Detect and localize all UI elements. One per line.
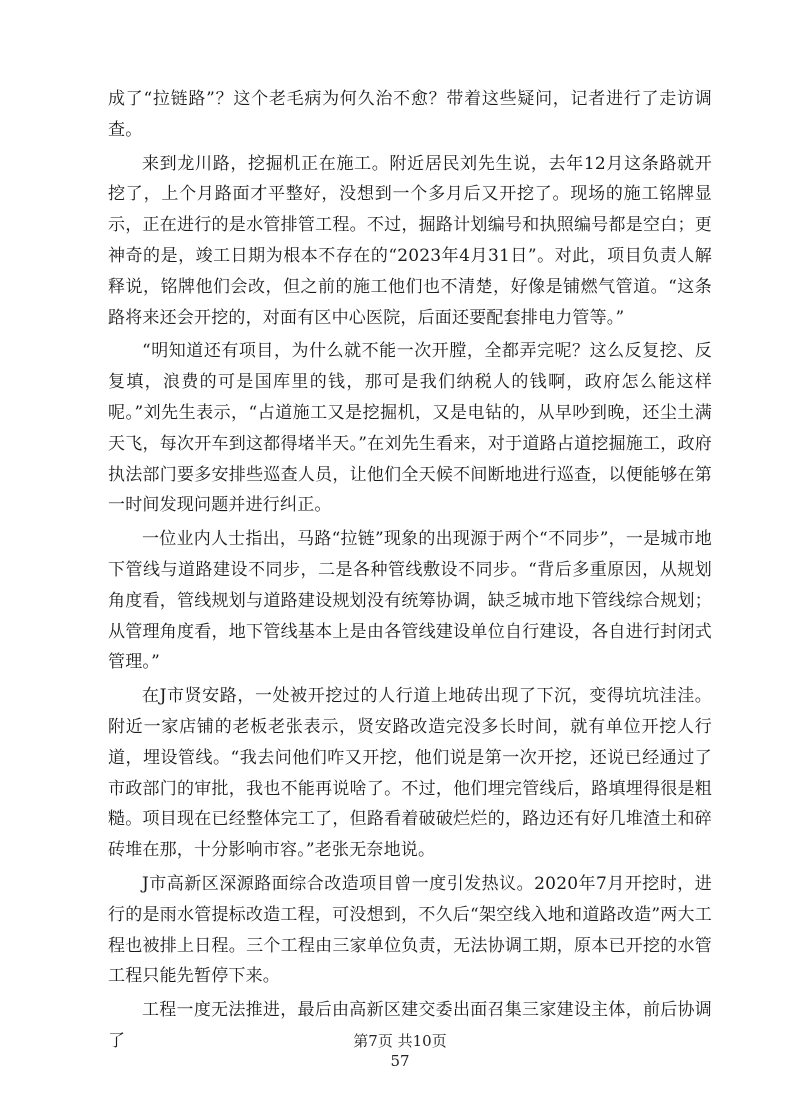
paragraph-longchuan-road: 来到龙川路，挖掘机正在施工。附近居民刘先生说，去年12月这条路就开挖了，上个月路面才平整好，没想到一个多月后又开挖了。现场的施工铭牌显示，正在进行的是水管排管工程。不过，掘路计划编号和执照编号都是空白；更神奇的是，竣工日期为根本不存在的“2023年4月31日”。对此，项目负责人解释说，铭牌他们会改，但之前的施工他们也不清楚，好像是铺燃气管道。“这条路将来还会开挖的，对面有区中心医院，后面还要配套排电力管等。” bbox=[108, 153, 712, 328]
paragraph-coordination: 工程一度无法推进，最后由高新区建交委出面召集三家建设主体，前后协调了 bbox=[108, 1000, 712, 1051]
paragraph-resident-complaint: “明知道还有项目，为什么就不能一次开膛，全都弄完呢？这么反复挖、反复填，浪费的可是国库里的钱，那可是我们纳税人的钱啊，政府怎么能这样呢。”刘先生表示，“占道施工又是挖掘机，又是电钻的，从早吵到晚，还尘土满天飞，每次开车到这都得堵半天。”在刘先生看来，对于道路占道挖掘施工，政府执法部门要多安排些巡查人员，让他们全天候不间断地进行巡查，以便能够在第一时间发现问题并进行纠正。 bbox=[108, 341, 712, 516]
page-count-footer: 第7页 共10页 bbox=[353, 1032, 447, 1050]
paragraph-industry-insider: 一位业内人士指出，马路“拉链”现象的出现源于两个“不同步”，一是城市地下管线与道路建设不同步，二是各种管线敷设不同步。“背后多重原因，从规划角度看，管线规划与道路建设规划没有统筹协调，缺乏城市地下管线综合规划；从管理角度看，地下管线基本上是由各管线建设单位自行建设，各自进行封闭式管理。” bbox=[108, 529, 712, 673]
paragraph-shenyuan-road: J市高新区深源路面综合改造项目曾一度引发热议。2020年7月开挖时，进行的是雨水管提标改造工程，可没想到，不久后“架空线入地和道路改造”两大工程也被排上日程。三个工程由三家单位负责，无法协调工期，原本已开挖的水管工程只能先暂停下来。 bbox=[108, 873, 712, 987]
paragraph-xianan-road: 在J市贤安路，一处被开挖过的人行道上地砖出现了下沉，变得坑坑洼洼。附近一家店铺的老板老张表示，贤安路改造完没多长时间，就有单位开挖人行道，埋设管线。“我去问他们咋又开挖，他们说是第一次开挖，还说已经通过了市政部门的审批，我也不能再说啥了。不过，他们埋完管线后，路填埋得很是粗糙。项目现在已经整体完工了，但路看着破破烂烂的，路边还有好几堆渣土和碎砖堆在那，十分影响市容。”老张无奈地说。 bbox=[108, 686, 712, 861]
paragraph-continuation: 成了“拉链路”？这个老毛病为何久治不愈？带着这些疑问，记者进行了走访调查。 bbox=[108, 89, 712, 140]
body-text bbox=[108, 84, 712, 1057]
page-number: 57 bbox=[390, 1052, 410, 1070]
